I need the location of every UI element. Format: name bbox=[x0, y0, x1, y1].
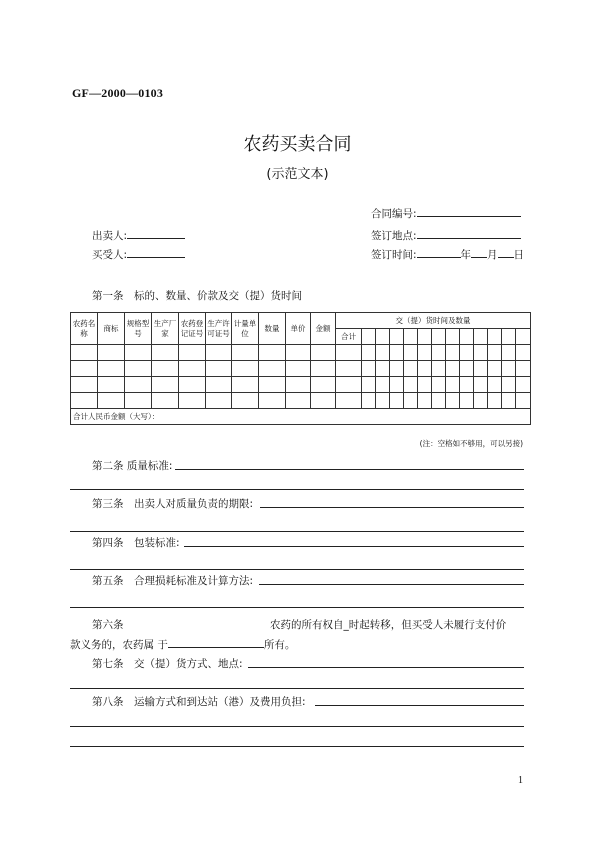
header-subtotal: 合计 bbox=[336, 329, 362, 345]
article-7-field-line2[interactable] bbox=[70, 688, 524, 689]
article-6-text-2b: 所有。 bbox=[263, 639, 296, 651]
year-label: 年 bbox=[460, 249, 472, 261]
table-row bbox=[71, 361, 531, 377]
contract-subtitle: (示范文本) bbox=[266, 167, 329, 182]
article-8-field-line2[interactable] bbox=[70, 726, 524, 727]
seller-row bbox=[92, 227, 185, 243]
sign-month-field[interactable] bbox=[471, 246, 487, 258]
article-5-field[interactable] bbox=[259, 584, 524, 585]
sign-year-field[interactable] bbox=[417, 246, 461, 258]
contract-no-row bbox=[371, 205, 521, 221]
article-6-text-2a: 款义务的，农药属 于 bbox=[70, 639, 168, 651]
article-6-owner-field[interactable] bbox=[168, 636, 264, 648]
article-7-field[interactable] bbox=[248, 667, 524, 668]
sign-time-row bbox=[371, 246, 524, 262]
article-4-field-line2[interactable] bbox=[70, 569, 524, 570]
article-3-field-line2[interactable] bbox=[70, 531, 524, 532]
total-amount-row[interactable]: 合计人民币金额（大写）： bbox=[71, 409, 531, 425]
table-row bbox=[71, 393, 531, 409]
page-number: 1 bbox=[518, 775, 523, 786]
header-unit: 计量单位 bbox=[232, 313, 259, 345]
article-8-label: 第八条 运输方式和到达站（港）及费用负担: bbox=[92, 696, 306, 708]
buyer-field[interactable] bbox=[127, 246, 185, 258]
article-8-field[interactable] bbox=[315, 705, 524, 706]
table-note: (注：空格如不够用，可以另接) bbox=[419, 439, 523, 448]
article-5-field-line2[interactable] bbox=[70, 607, 524, 608]
header-spec: 规格型号 bbox=[125, 313, 152, 345]
article-4-field[interactable] bbox=[184, 546, 524, 547]
article-6-label: 第六条 bbox=[92, 619, 124, 631]
seller-field[interactable] bbox=[127, 227, 185, 239]
article-8-field-line3[interactable] bbox=[70, 746, 524, 747]
seller-label: 出卖人: bbox=[92, 230, 128, 242]
buyer-row bbox=[92, 246, 185, 262]
header-brand: 商标 bbox=[98, 313, 125, 345]
article-3-label: 第三条 出卖人对质量负责的期限: bbox=[92, 498, 254, 510]
article-2-label: 第二条 质量标准: bbox=[92, 460, 173, 472]
article-6-text: 农药的所有权自_时起转移，但买受人未履行支付价 bbox=[270, 619, 507, 631]
sign-place-row bbox=[371, 227, 521, 243]
article-6-line2 bbox=[70, 636, 295, 652]
header-license: 生产许可证号 bbox=[206, 313, 232, 345]
header-amount: 金额 bbox=[311, 313, 336, 345]
table-row bbox=[71, 345, 531, 361]
article-2-field[interactable] bbox=[175, 469, 524, 470]
goods-table bbox=[70, 312, 531, 425]
article-1-heading: 第一条 标的、数量、价款及交（提）货时间 bbox=[92, 290, 302, 302]
contract-title: 农药买卖合同 bbox=[243, 134, 352, 155]
sign-place-label: 签订地点: bbox=[371, 230, 417, 242]
article-3-field[interactable] bbox=[260, 507, 524, 508]
header-price: 单价 bbox=[286, 313, 311, 345]
sign-place-field[interactable] bbox=[417, 227, 521, 239]
header-name: 农药名称 bbox=[71, 313, 98, 345]
article-7-label: 第七条 交（提）货方式、地点: bbox=[92, 658, 243, 670]
header-registration: 农药登记证号 bbox=[179, 313, 206, 345]
month-label: 月 bbox=[487, 249, 498, 261]
article-5-label: 第五条 合理损耗标准及计算方法: bbox=[92, 575, 254, 587]
article-2-field-line2[interactable] bbox=[70, 489, 524, 490]
article-4-label: 第四条 包装标准: bbox=[92, 537, 180, 549]
sign-day-field[interactable] bbox=[498, 246, 514, 258]
sign-time-label: 签订时间: bbox=[371, 249, 417, 261]
buyer-label: 买受人: bbox=[92, 249, 128, 261]
standard-code: GF—2000—0103 bbox=[72, 86, 164, 100]
header-maker: 生产厂家 bbox=[152, 313, 179, 345]
contract-no-label: 合同编号: bbox=[371, 208, 417, 220]
day-label: 日 bbox=[513, 249, 525, 261]
table-row bbox=[71, 377, 531, 393]
header-quantity: 数量 bbox=[259, 313, 286, 345]
contract-no-field[interactable] bbox=[417, 205, 521, 217]
header-delivery: 交（提）货时间及数量 bbox=[336, 313, 531, 329]
